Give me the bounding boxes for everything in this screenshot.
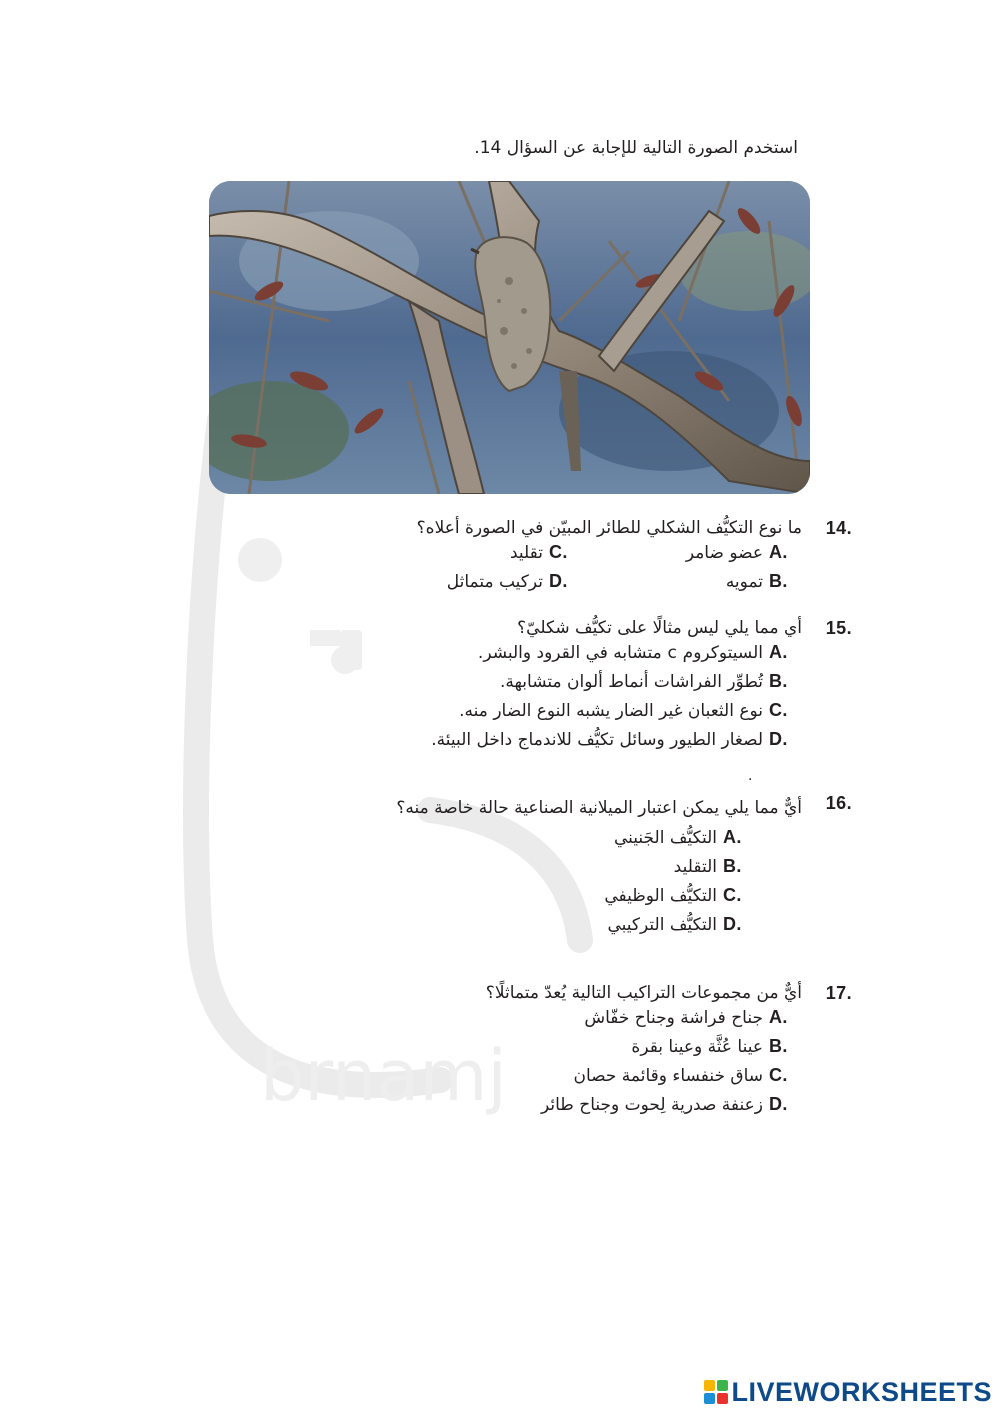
- brand-name: LIVEWORKSHEETS: [731, 1376, 992, 1407]
- option-text: التكيُّف الجَنيني: [614, 828, 717, 848]
- option-text: تقليد: [509, 543, 543, 563]
- option-letter: C.: [723, 885, 742, 905]
- option-a[interactable]: [431, 642, 802, 671]
- option-letter: B.: [723, 856, 742, 876]
- option-d[interactable]: [232, 914, 756, 943]
- question-number: 14.: [825, 518, 852, 538]
- option-b[interactable]: [486, 1036, 802, 1065]
- option-letter: C.: [549, 542, 568, 562]
- option-c[interactable]: [431, 700, 802, 729]
- option-b[interactable]: [431, 671, 802, 700]
- option-d[interactable]: [486, 1094, 802, 1123]
- option-c[interactable]: [232, 885, 756, 914]
- option-letter: B.: [769, 671, 788, 691]
- option-b[interactable]: [232, 856, 756, 885]
- option-letter: C.: [769, 700, 788, 720]
- option-letter: D.: [769, 1094, 788, 1114]
- question-16: [232, 793, 852, 943]
- option-letter: A.: [769, 642, 788, 662]
- option-text: تُطوِّر الفراشات أنماط ألوان متشابهة.: [499, 672, 763, 692]
- option-text: التكيُّف الوظيفي: [604, 886, 717, 906]
- stray-mark: .: [748, 768, 753, 784]
- option-d[interactable]: [362, 571, 582, 600]
- option-text: ساق خنفساء وقائمة حصان: [573, 1066, 763, 1086]
- svg-text:brnamj: brnamj: [260, 1035, 507, 1117]
- liveworksheets-logo[interactable]: [704, 1378, 992, 1406]
- option-text: تركيب متماثل: [446, 572, 543, 592]
- option-letter: D.: [769, 729, 788, 749]
- option-text: عضو ضامر: [685, 543, 763, 563]
- option-b[interactable]: [582, 571, 802, 600]
- option-letter: A.: [769, 1007, 788, 1027]
- question-text: أيٌّ من مجموعات التراكيب التالية يُعدّ متماثلًا؟: [485, 983, 802, 1003]
- question-number: 17.: [825, 983, 852, 1003]
- question-number: 15.: [825, 618, 852, 638]
- option-d[interactable]: [431, 729, 802, 758]
- option-text: عينا عُثَّة وعينا بقرة: [631, 1037, 763, 1057]
- question-14: [362, 518, 852, 600]
- option-text: نوع الثعبان غير الضار يشبه النوع الضار منه.: [459, 701, 763, 721]
- potoo-bird-on-branch-image: [209, 181, 810, 494]
- question-17: [485, 983, 852, 1123]
- instruction-text: استخدم الصورة التالية للإجابة عن السؤال 14.: [474, 138, 798, 158]
- question-text: ما نوع التكيُّف الشكلي للطائر المبيّن في الصورة أعلاه؟: [416, 518, 802, 538]
- option-text: لصغار الطيور وسائل تكيُّف للاندماج داخل البيئة.: [431, 730, 763, 750]
- question-text: أيٌّ مما يلي يمكن اعتبار الميلانية الصناعية حالة خاصة منه؟: [396, 798, 802, 818]
- option-letter: A.: [769, 542, 788, 562]
- option-text: جناح فراشة وجناح خفّاش: [584, 1008, 763, 1028]
- option-letter: B.: [769, 571, 788, 591]
- option-text: تمويه: [725, 572, 763, 592]
- option-text: التقليد: [673, 857, 717, 877]
- option-text: السيتوكروم c متشابه في القرود والبشر.: [477, 643, 763, 663]
- option-letter: D.: [549, 571, 568, 591]
- question-15: [431, 618, 852, 758]
- option-c[interactable]: [486, 1065, 802, 1094]
- option-letter: B.: [769, 1036, 788, 1056]
- option-a[interactable]: [486, 1007, 802, 1036]
- question-number: 16.: [825, 793, 852, 813]
- option-text: التكيُّف التركيبي: [607, 915, 717, 935]
- question-text: أي مما يلي ليس مثالًا على تكيُّف شكليّ؟: [517, 618, 802, 638]
- option-letter: D.: [723, 914, 742, 934]
- option-a[interactable]: [582, 542, 802, 571]
- option-text: زعنفة صدرية لِحوت وجناح طائر: [541, 1095, 763, 1115]
- logo-blocks-icon: [704, 1380, 728, 1404]
- option-a[interactable]: [232, 827, 756, 856]
- option-letter: C.: [769, 1065, 788, 1085]
- option-letter: A.: [723, 827, 742, 847]
- option-c[interactable]: [362, 542, 582, 571]
